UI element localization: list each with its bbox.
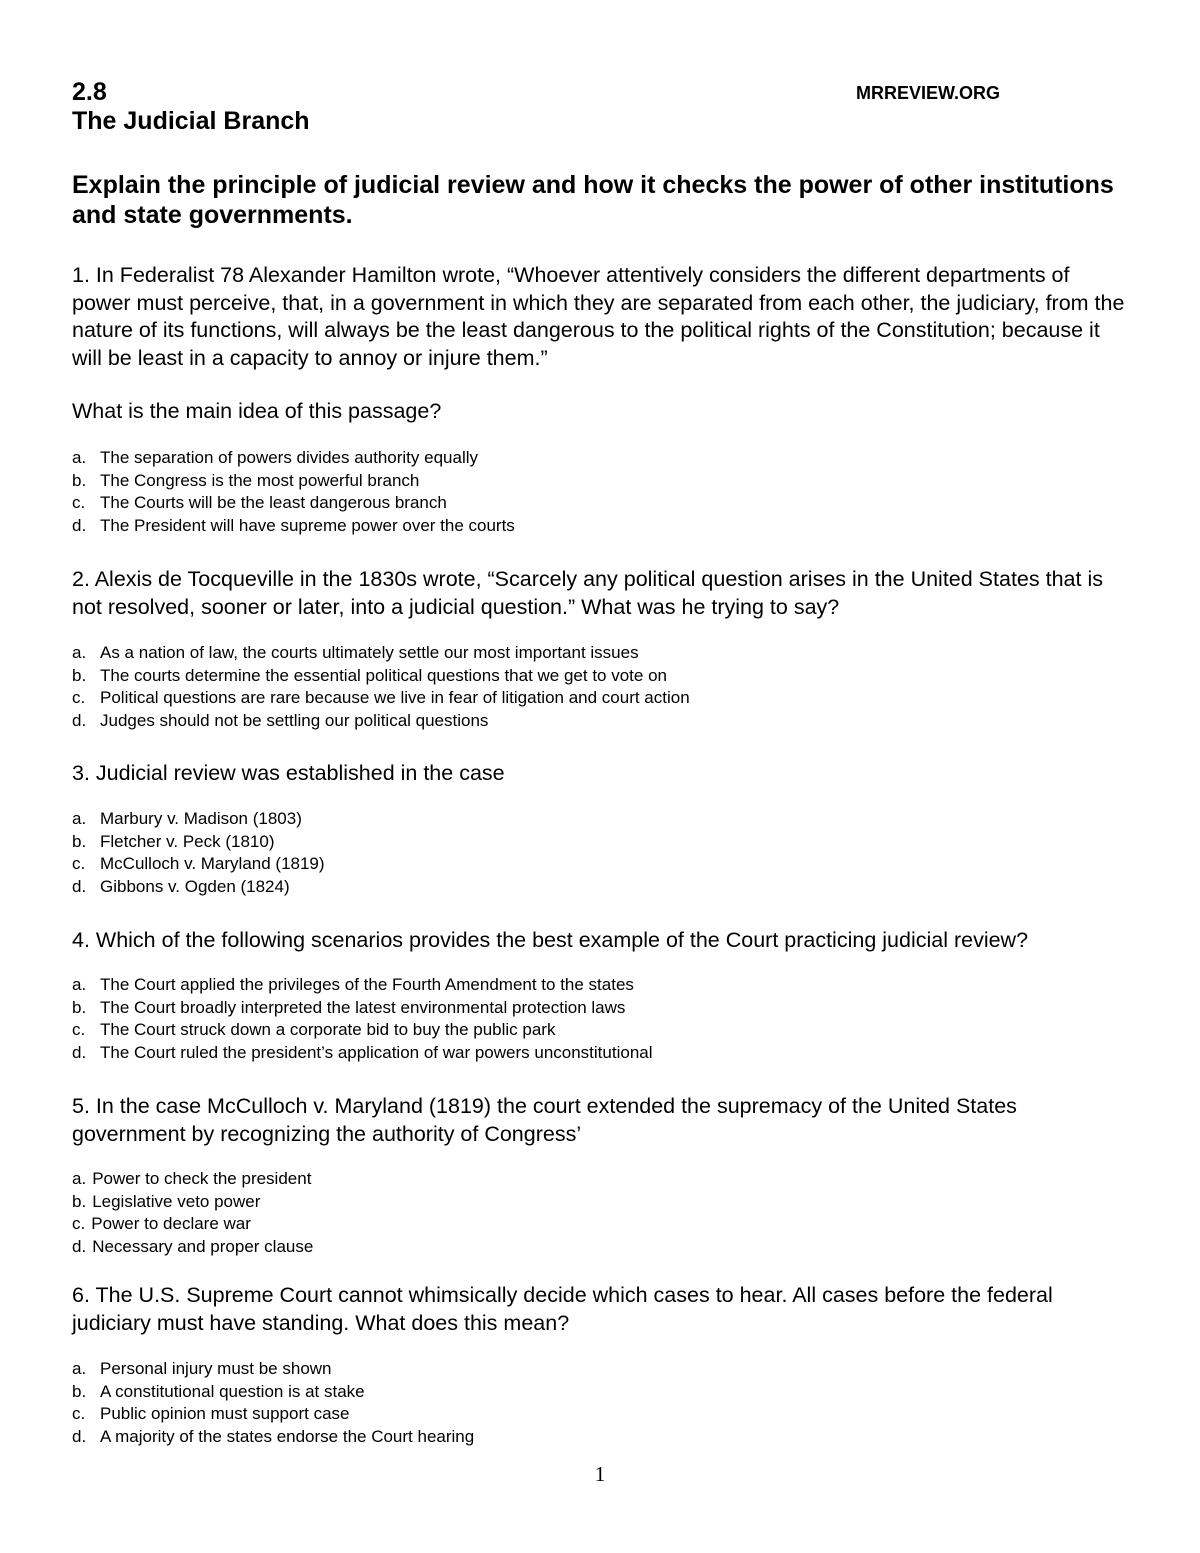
option-item (72, 1381, 474, 1404)
option-letter: a. (72, 809, 87, 828)
option-letter: d. (72, 710, 87, 730)
option-item (72, 515, 515, 538)
option-item (72, 642, 690, 665)
option-text: The separation of powers divides authority equally (100, 448, 478, 467)
option-letter: d. (72, 1236, 87, 1256)
option-text: A majority of the states endorse the Court hearing (100, 1426, 475, 1446)
option-item (72, 1042, 653, 1065)
option-text: The Court applied the privileges of the Fourth Amendment to the states (100, 975, 634, 994)
option-text: McCulloch v. Maryland (1819) (100, 854, 325, 873)
option-item (72, 492, 515, 515)
option-item (72, 1403, 474, 1426)
option-text: The President will have supreme power over the courts (100, 515, 515, 535)
section-title: The Judicial Branch (72, 107, 310, 135)
option-item (72, 1358, 474, 1381)
question-5-options (72, 1168, 313, 1258)
option-text: Political questions are rare because we live in fear of litigation and court action (100, 688, 690, 707)
question-2-options (72, 642, 690, 732)
option-text: Necessary and proper clause (92, 1236, 314, 1256)
option-letter: a. (72, 448, 87, 467)
question-4-options (72, 974, 653, 1064)
site-name: MRREVIEW.ORG (856, 83, 1001, 103)
option-text: Power to declare war (91, 1214, 251, 1233)
option-letter: a. (72, 1169, 87, 1188)
option-item (72, 470, 515, 493)
option-item (72, 687, 690, 710)
option-item (72, 665, 690, 688)
question-1-text: 1. In Federalist 78 Alexander Hamilton wrote, “Whoever attentively considers the different departments of power must perceive, that, in a government in which they are separated from each other, the judiciary, from the nature of its functions, will always be the least dangerous to the political rights of the Constitution; because it will be least in a capacity to annoy or injure them.” (72, 263, 1125, 370)
option-item (72, 808, 325, 831)
option-letter: b. (72, 1191, 87, 1211)
option-letter: c. (72, 688, 86, 707)
option-text: Power to check the president (92, 1169, 312, 1188)
option-item (72, 876, 325, 899)
option-letter: a. (72, 975, 87, 994)
option-text: The Courts will be the least dangerous branch (100, 493, 447, 512)
option-text: Public opinion must support case (100, 1404, 350, 1423)
option-letter: d. (72, 876, 87, 896)
option-letter: c. (72, 1020, 86, 1039)
option-text: The Court struck down a corporate bid to buy the public park (100, 1020, 556, 1039)
section-number: 2.8 (72, 78, 107, 106)
option-text: Personal injury must be shown (100, 1359, 332, 1378)
option-letter: c. (72, 1214, 86, 1233)
option-item (72, 1213, 313, 1236)
option-text: The Court ruled the president’s application of war powers unconstitutional (100, 1042, 653, 1062)
option-text: A constitutional question is at stake (100, 1381, 365, 1401)
option-item (72, 1426, 474, 1449)
option-text: The courts determine the essential political questions that we get to vote on (100, 665, 667, 685)
option-letter: c. (72, 854, 86, 873)
option-text: Fletcher v. Peck (1810) (100, 831, 275, 851)
option-item (72, 853, 325, 876)
option-letter: b. (72, 831, 87, 851)
option-item (72, 831, 325, 854)
option-item (72, 997, 653, 1020)
option-letter: c. (72, 1404, 86, 1423)
option-text: As a nation of law, the courts ultimately settle our most important issues (100, 643, 639, 662)
option-text: Legislative veto power (92, 1191, 261, 1211)
question-6-options (72, 1358, 474, 1448)
option-item (72, 1168, 313, 1191)
option-item (72, 1191, 313, 1214)
option-item (72, 447, 515, 470)
option-text: Judges should not be settling our political questions (100, 710, 489, 730)
option-letter: b. (72, 1381, 87, 1401)
option-letter: d. (72, 1042, 87, 1062)
option-text: Gibbons v. Ogden (1824) (100, 876, 290, 896)
question-4-text: 4. Which of the following scenarios provides the best example of the Court practicing judicial review? (72, 928, 1029, 952)
question-3-text: 3. Judicial review was established in the case (72, 761, 505, 785)
page-number: 1 (594, 1462, 606, 1486)
question-1-subquestion: What is the main idea of this passage? (72, 399, 442, 423)
option-item (72, 974, 653, 997)
option-letter: a. (72, 643, 87, 662)
question-3-options (72, 808, 325, 898)
option-letter: c. (72, 493, 86, 512)
option-letter: b. (72, 665, 87, 685)
essay-prompt: Explain the principle of judicial review and how it checks the power of other institutions and state governments. (72, 171, 1114, 229)
option-letter: a. (72, 1359, 87, 1378)
option-letter: b. (72, 997, 87, 1017)
question-5-text: 5. In the case McCulloch v. Maryland (1819) the court extended the supremacy of the United States government by recognizing the authority of Congress’ (72, 1094, 1017, 1146)
option-item (72, 710, 690, 733)
question-6-text: 6. The U.S. Supreme Court cannot whimsically decide which cases to hear. All cases before the federal judiciary must have standing. What does this mean? (72, 1283, 1053, 1335)
option-letter: d. (72, 515, 87, 535)
option-item (72, 1019, 653, 1042)
option-text: The Congress is the most powerful branch (100, 470, 420, 490)
option-text: Marbury v. Madison (1803) (100, 809, 302, 828)
option-text: The Court broadly interpreted the latest environmental protection laws (100, 997, 626, 1017)
question-1-options (72, 447, 515, 537)
option-letter: d. (72, 1426, 87, 1446)
option-letter: b. (72, 470, 87, 490)
question-2-text: 2. Alexis de Tocqueville in the 1830s wrote, “Scarcely any political question arises in the United States that is not resolved, sooner or later, into a judicial question.” What was he trying to say? (72, 567, 1103, 619)
option-item (72, 1236, 313, 1259)
